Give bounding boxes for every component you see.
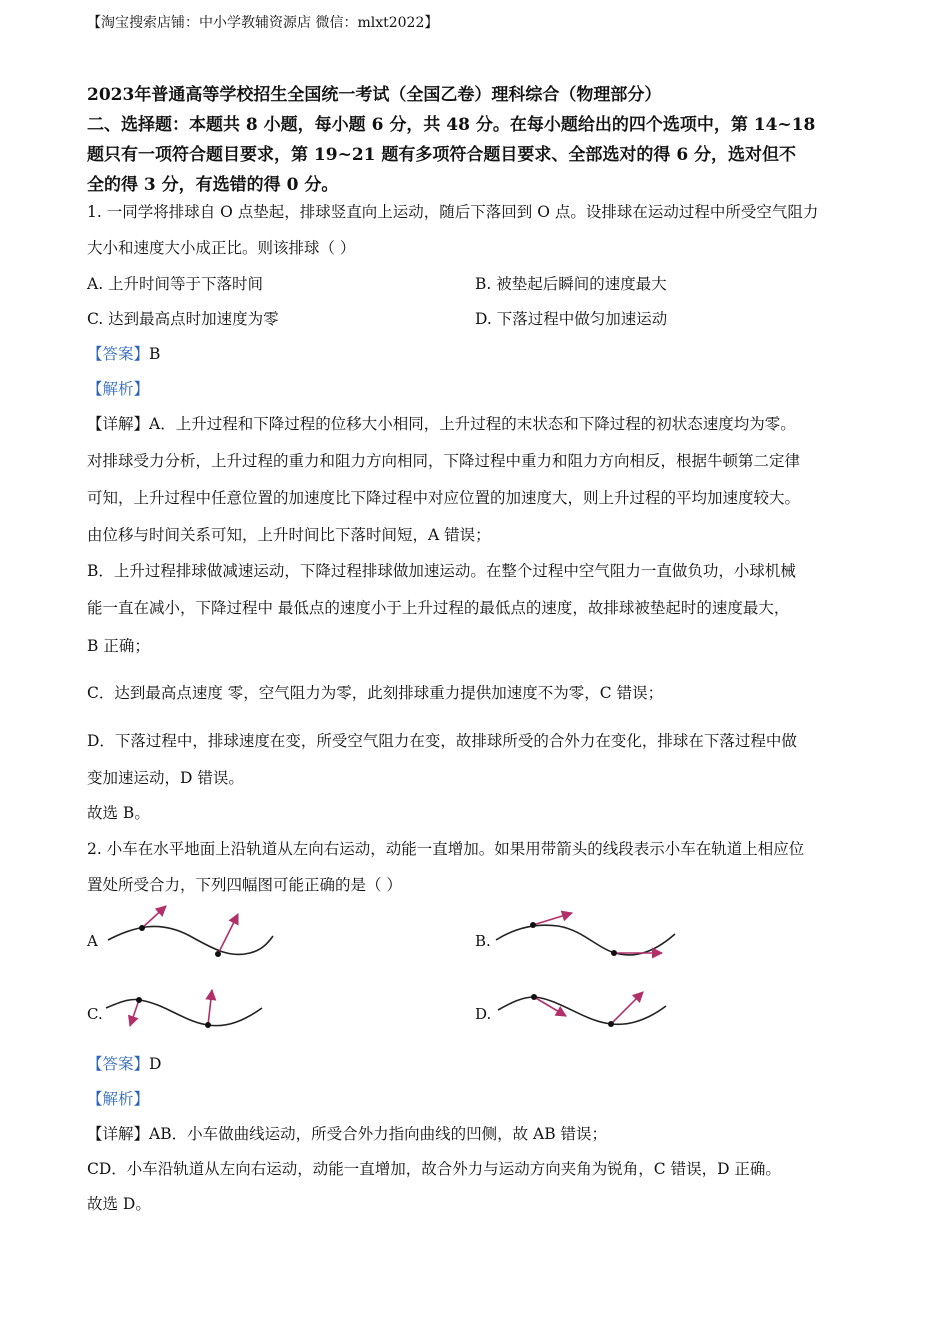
q1-option-d: D. 下落过程中做匀加速运动 [475, 310, 668, 328]
fig-a-label: A [87, 932, 98, 950]
fig-b-track [496, 925, 675, 955]
fig-c-diagram [100, 982, 270, 1042]
q2-answer-value: D [149, 1055, 162, 1073]
fig-d-point-1 [531, 994, 537, 1000]
fig-c-label: C. [87, 1005, 103, 1023]
q1-detail-line: D．下落过程中，排球速度在变，所受空气阻力在变，故排球所受的合外力在变化，排球在下落过程中做 [87, 732, 797, 750]
fig-c-point-2 [205, 1022, 211, 1028]
fig-d-track [498, 997, 666, 1024]
q2-stem-line-2: 置处所受合力，下列四幅图可能正确的是（ ） [87, 876, 402, 894]
q1-stem-line-1: 1. 一同学将排球自 O 点垫起，排球竖直向上运动，随后下落回到 O 点。设排球在运动过程中所受空气阻力 [87, 203, 819, 221]
fig-c-track [106, 999, 262, 1025]
q1-detail-line: 对排球受力分析，上升过程的重力和阻力方向相同，下降过程中重力和阻力方向相反，根据牛顿第二定律 [87, 452, 801, 470]
q1-answer-tag: 【答案】 [87, 345, 150, 363]
q2-detail-line: CD．小车沿轨道从左向右运动，动能一直增加，故合外力与运动方向夹角为锐角，C 错误，D 正确。 [87, 1160, 781, 1178]
fig-a-force-arrow-2 [218, 914, 238, 954]
q2-detail-line: 【详解】AB．小车做曲线运动，所受合外力指向曲线的凹侧，故 AB 错误； [87, 1125, 608, 1143]
q2-answer-tag: 【答案】 [87, 1055, 150, 1073]
q1-option-c: C. 达到最高点时加速度为零 [87, 310, 279, 328]
q1-option-a: A. 上升时间等于下落时间 [87, 275, 264, 293]
q2-analysis-tag: 【解析】 [87, 1090, 150, 1108]
fig-a-track [108, 926, 273, 954]
q1-detail-line: 可知，上升过程中任意位置的加速度比下降过程中对应位置的加速度大，则上升过程的平均加速度较大。 [87, 489, 801, 507]
fig-c-point-1 [136, 997, 142, 1003]
q2-stem-line-1: 2. 小车在水平地面上沿轨道从左向右运动，动能一直增加。如果用带箭头的线段表示小车在轨道上相应位 [87, 840, 805, 858]
fig-b-point-2 [611, 950, 617, 956]
fig-a-point-2 [215, 951, 221, 957]
q1-detail-line: 变加速运动，D 错误。 [87, 769, 244, 787]
q1-answer [87, 342, 160, 364]
fig-d-force-arrow-2 [611, 992, 643, 1024]
q2-answer [87, 1052, 161, 1074]
fig-d-label: D. [475, 1005, 492, 1023]
q1-detail-line: 【详解】A．上升过程和下降过程的位移大小相同，上升过程的末状态和下降过程的初状态速度均为零。 [87, 415, 796, 433]
q1-detail-line: 由位移与时间关系可知，上升时间比下落时间短，A 错误； [87, 526, 491, 544]
q1-answer-value: B [149, 345, 161, 363]
section-line-1: 二、选择题：本题共 8 小题，每小题 6 分，共 48 分。在每小题给出的四个选项中，第 14~18 [87, 115, 816, 135]
fig-a-diagram [100, 898, 285, 968]
fig-d-diagram [490, 982, 675, 1042]
fig-c-force-arrow-2 [208, 990, 212, 1025]
q1-analysis-tag: 【解析】 [87, 380, 150, 398]
q1-detail-line: B．上升过程排球做减速运动，下降过程排球做加速运动。在整个过程中空气阻力一直做负功，小球机械 [87, 562, 796, 580]
q1-option-b: B. 被垫起后瞬间的速度最大 [475, 275, 667, 293]
section-line-2: 题只有一项符合题目要求，第 19~21 题有多项符合题目要求、全部选对的得 6 分，选对但不 [87, 145, 797, 165]
fig-c-force-arrow-1 [130, 1000, 139, 1026]
q1-detail-line: B 正确； [87, 637, 150, 655]
fig-b-force-arrow-1 [533, 913, 572, 925]
q1-detail-line: 能一直在减小，下降过程中 最低点的速度小于上升过程的最低点的速度，故排球被垫起时的速度最大， [87, 599, 790, 617]
section-line-3: 全的得 3 分，有选错的得 0 分。 [87, 175, 339, 195]
q1-detail-line: 故选 B。 [87, 804, 150, 822]
q2-detail-line: 故选 D。 [87, 1195, 151, 1213]
fig-b-point-1 [530, 922, 536, 928]
fig-b-label: B. [475, 932, 491, 950]
fig-a-force-arrow-1 [142, 906, 166, 928]
header-watermark: 【淘宝搜索店铺：中小学教辅资源店 微信：mlxt2022】 [87, 15, 439, 31]
fig-b-diagram [490, 898, 685, 968]
exam-title: 2023年普通高等学校招生全国统一考试（全国乙卷）理科综合（物理部分） [87, 85, 662, 105]
q1-stem-line-2: 大小和速度大小成正比。则该排球（ ） [87, 239, 356, 257]
fig-d-point-2 [608, 1021, 614, 1027]
fig-a-point-1 [139, 925, 145, 931]
q1-detail-line: C．达到最高点速度 零，空气阻力为零，此刻排球重力提供加速度不为零，C 错误； [87, 684, 664, 702]
